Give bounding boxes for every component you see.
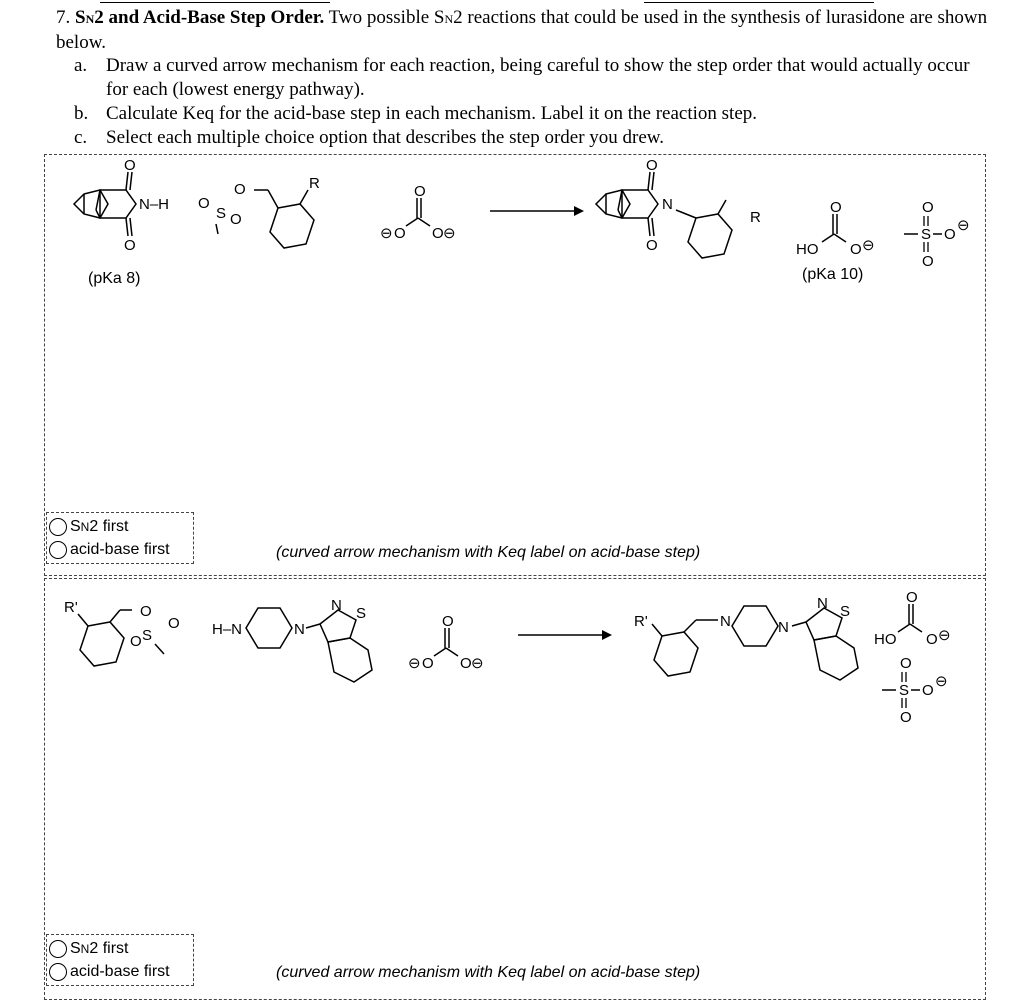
carbonate-reactant [376,183,486,246]
option-label: SN2 first [70,517,129,535]
bicarbonate2-HO: HO [874,631,897,648]
radio-button[interactable] [49,518,67,536]
anion2-minus: ⊖ [935,673,948,690]
option-label: SN2 first [70,939,129,957]
reaction-2-caption: (curved arrow mechanism with Keq label on acid-base step) [276,964,701,981]
question-intro: Two possible SN2 reactions that could be used in the synthesis of lurasidone are shown below. [56,7,988,53]
carbonate-top-O: O [414,183,426,200]
reaction-1-choices [46,512,194,564]
bicarbonate-top-O: O [830,199,842,216]
carbonate2-left-O: O [422,655,434,672]
reactant2-O-right: O [168,615,180,632]
radio-button[interactable] [49,963,67,981]
product-top-O: O [646,157,658,174]
part-c: c. Select each multiple choice option that describes the step order you drew. [74,127,665,148]
reactant2-H-N: H–N [212,621,243,638]
carbonate2-right-minus: ⊖ [471,655,484,672]
question-number: 7. [56,7,71,28]
question-parts [74,54,974,150]
reaction-1-option-sn2-first[interactable] [49,515,187,538]
mesylate-S: S [216,205,227,222]
carbonate-right-minus: ⊖ [443,225,456,242]
radio-button[interactable] [49,541,67,559]
option-label: acid-base first [70,540,170,558]
mesylate-reactant [196,176,336,266]
carbonate2-right-O: O [460,655,472,672]
bicarbonate2-minus: ⊖ [938,627,951,644]
reaction-2-option-sn2-first[interactable] [49,937,187,960]
carbonate2-left-minus: ⊖ [408,655,421,672]
bicarbonate-product [796,198,896,258]
anion2-bottom-O: O [900,709,912,726]
anion2-right-O: O [922,682,934,699]
product2-ring-S: S [840,603,851,620]
imide-top-O: O [124,157,136,174]
part-b: b. Calculate Keq for the acid-base step in each mechanism. Label it on the reaction step. [74,103,758,124]
imide-pka-label: (pKa 8) [88,270,141,287]
mesylate-R: R [309,175,320,192]
carbonate-right-O: O [432,225,444,242]
bicarbonate-pka-label: (pKa 10) [802,266,864,283]
reaction-1-option-acid-base-first[interactable] [49,538,187,561]
product2-N-right: N [778,619,789,636]
mesylate-anion-2 [878,650,978,730]
carbonate-left-minus: ⊖ [380,225,393,242]
reactant2-O-ester: O [140,603,152,620]
imide-reactant [56,157,196,270]
carbonate-reactant-2 [404,613,514,676]
product2-N-left: N [720,613,731,630]
reaction-2-option-acid-base-first[interactable] [49,960,187,983]
imide-bottom-O: O [124,237,136,254]
anion1-right-O: O [944,226,956,243]
anion1-S: S [921,226,932,243]
piperazine-reactant [210,596,390,692]
carbonate2-top-O: O [442,613,454,630]
imide-product [592,157,782,290]
answer-blank-line-2 [644,2,874,3]
part-a: a. Draw a curved arrow mechanism for each reaction, being careful to show the step order that would actually occur for each (lowest energy pathway). [74,55,970,100]
anion2-top-O: O [900,655,912,672]
reaction-arrow-2 [516,628,616,642]
product2-ring-N: N [817,595,828,612]
reaction-arrow-1 [488,204,588,218]
reactant2-ring-N: N [331,597,342,614]
product2-R-prime: R' [634,613,648,630]
carbonate-left-O: O [394,225,406,242]
mesylate-reactant-2 [60,598,190,688]
option-label: acid-base first [70,962,170,980]
radio-button[interactable] [49,940,67,958]
mesylate-O-right: O [230,211,242,228]
reaction-2-choices [46,934,194,986]
reactant2-O-left: O [130,633,142,650]
mesylate-O-ester: O [234,181,246,198]
bicarbonate-product-2 [872,588,972,648]
product-bottom-O: O [646,237,658,254]
product-R: R [750,209,761,226]
mesylate-anion-1 [900,194,990,274]
reactant2-ring-S: S [356,605,367,622]
anion1-top-O: O [922,199,934,216]
answer-blank-line-1 [100,2,330,3]
bicarbonate-HO: HO [796,241,819,258]
reaction-1-caption: (curved arrow mechanism with Keq label on acid-base step) [276,544,701,561]
reactant2-S: S [142,627,153,644]
question-title: SN2 and Acid-Base Step Order. [75,7,325,28]
anion2-S: S [899,682,910,699]
product-N: N [662,196,673,213]
bicarbonate-minus: ⊖ [862,237,875,254]
question-stem [56,6,1006,55]
lurasidone-product [634,596,864,696]
reactant2-R-prime: R' [64,599,78,616]
mesylate-O-left: O [198,195,210,212]
reactant2-N-right: N [294,621,305,638]
anion1-bottom-O: O [922,253,934,270]
bicarbonate-O: O [850,241,862,258]
bicarbonate2-top-O: O [906,589,918,606]
anion1-minus: ⊖ [957,217,970,234]
bicarbonate2-O: O [926,631,938,648]
imide-NH: N–H [139,196,170,213]
